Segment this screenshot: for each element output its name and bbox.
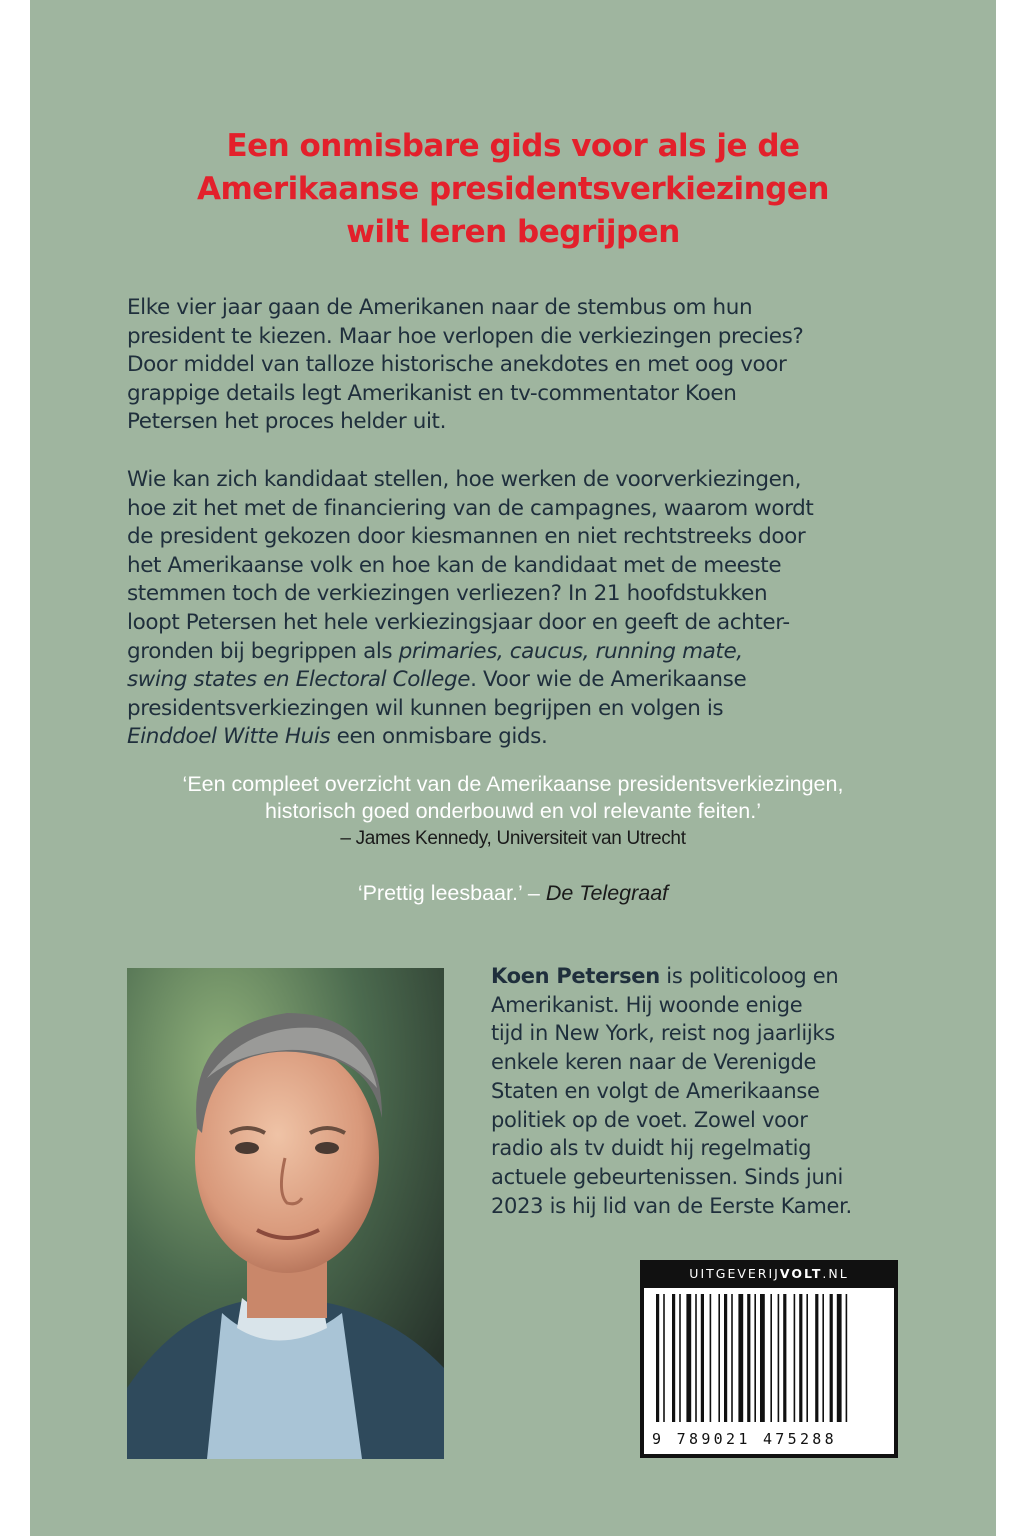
quote-text: ‘Prettig leesbaar.’ – — [357, 881, 546, 905]
bio-line: actuele gebeurtenissen. Sinds juni — [491, 1164, 844, 1189]
barcode-bar — [822, 1294, 824, 1422]
barcode-bar — [731, 1294, 733, 1422]
headline — [130, 125, 896, 254]
blurb-line: Wie kan zich kandidaat stellen, hoe werken de voorverkiezingen, — [127, 467, 802, 492]
blurb-line: Elke vier jaar gaan de Amerikanen naar de stembus om hun — [127, 295, 753, 320]
quote-attribution: – James Kennedy, Universiteit van Utrecht — [340, 828, 686, 849]
barcode-bar — [710, 1294, 712, 1422]
blurb-text: gronden bij begrippen als — [127, 638, 399, 664]
blurb-line: de president gekozen door kiesmannen en niet rechtstreeks door — [127, 524, 806, 550]
blurb-line: grappige details legt Amerikanist en tv-commentator Koen — [127, 380, 737, 406]
headline-line-1: Een onmisbare gids voor als je de — [226, 128, 800, 164]
blurb-line: president te kiezen. Maar hoe verlopen die verkiezingen precies? — [127, 323, 804, 349]
blurb-line — [127, 666, 907, 695]
review-quote-telegraaf — [100, 881, 926, 906]
barcode-bar — [701, 1294, 704, 1422]
barcode-bar — [747, 1294, 750, 1422]
quote-source: De Telegraaf — [545, 881, 669, 905]
blurb-line — [127, 638, 907, 667]
blurb-italic-terms: primaries, caucus, running mate, — [398, 638, 743, 664]
bio-line: politiek op de voet. Zowel voor — [491, 1107, 808, 1132]
barcode-bar — [724, 1294, 727, 1422]
barcode-bar — [695, 1294, 697, 1422]
barcode-bar — [760, 1294, 765, 1422]
blurb-line: Door middel van talloze historische anekdotes en met oog voor — [127, 352, 787, 378]
barcode-bar — [846, 1294, 848, 1422]
author-portrait-illustration — [127, 968, 444, 1459]
barcode-bar — [738, 1294, 743, 1422]
blurb-line: presidentsverkiezingen wil kunnen begrijpen en volgen is — [127, 695, 724, 721]
barcode-bar — [799, 1294, 802, 1422]
blurb-text: . Voor wie de Amerikaanse — [470, 667, 747, 693]
blurb-paragraph-1 — [127, 294, 907, 437]
blurb-paragraph-2 — [127, 466, 907, 752]
barcode-bar — [770, 1294, 772, 1422]
blurb-line: loopt Petersen het hele verkiezingsjaar door en geeft de achter- — [127, 609, 790, 635]
isbn-barcode — [640, 1288, 898, 1458]
bio-line: Staten en volgt de Amerikaanse — [491, 1078, 820, 1103]
barcode-bar — [663, 1294, 665, 1422]
review-quote-kennedy — [100, 771, 926, 852]
bio-line: 2023 is hij lid van de Eerste Kamer. — [491, 1193, 852, 1218]
barcode-bar — [837, 1294, 842, 1422]
barcode-bar — [778, 1294, 780, 1422]
blurb-line: Petersen het proces helder uit. — [127, 409, 447, 435]
bio-line: tijd in New York, reist nog jaarlijks — [491, 1021, 835, 1046]
bio-line: enkele keren naar de Verenigde — [491, 1050, 817, 1075]
barcode-bar — [794, 1294, 796, 1422]
author-name: Koen Petersen — [491, 964, 660, 988]
barcode-bar — [672, 1294, 675, 1422]
barcode-bars — [654, 1294, 892, 1424]
barcode-bar — [754, 1294, 756, 1422]
headline-line-3: wilt leren begrijpen — [346, 214, 680, 250]
barcode-bar — [783, 1294, 786, 1422]
barcode-bar — [806, 1294, 808, 1422]
publisher-banner — [640, 1260, 898, 1288]
blurb-line: hoe zit het met de financiering van de campagnes, waarom wordt — [127, 495, 814, 521]
barcode-bar — [656, 1294, 659, 1422]
isbn-number: 9 789021 475288 — [652, 1430, 837, 1448]
quote-line: ‘Een compleet overzicht van de Amerikaanse presidentsverkiezingen, — [182, 772, 844, 796]
barcode-bar — [679, 1294, 681, 1422]
publisher-brand: VOLT — [779, 1266, 823, 1281]
bio-line — [491, 962, 911, 991]
publisher-suffix: .NL — [822, 1266, 849, 1281]
barcode-bar — [815, 1294, 818, 1422]
bio-line: radio als tv duidt hij regelmatig — [491, 1136, 812, 1161]
blurb-text: een onmisbare gids. — [330, 724, 548, 750]
quote-line: historisch goed onderbouwd en vol relevante feiten.’ — [264, 799, 761, 823]
publisher-prefix: UITGEVERIJ — [689, 1266, 780, 1281]
author-bio — [491, 962, 911, 1220]
blurb-line — [127, 723, 907, 752]
book-title-italic: Einddoel Witte Huis — [127, 724, 331, 750]
author-photo — [127, 968, 444, 1459]
bio-line: Amerikanist. Hij woonde enige — [491, 992, 803, 1017]
blurb-line: stemmen toch de verkiezingen verliezen? In 21 hoofdstukken — [127, 581, 768, 607]
blurb-line: het Amerikaanse volk en hoe kan de kandidaat met de meeste — [127, 552, 782, 578]
barcode-bar — [686, 1294, 691, 1422]
barcode-bar — [718, 1294, 720, 1422]
headline-line-2: Amerikaanse presidentsverkiezingen — [197, 171, 829, 207]
barcode-bar — [830, 1294, 833, 1422]
bio-text: is politicoloog en — [659, 964, 839, 988]
blurb-italic-terms: swing states en Electoral College — [127, 667, 471, 693]
